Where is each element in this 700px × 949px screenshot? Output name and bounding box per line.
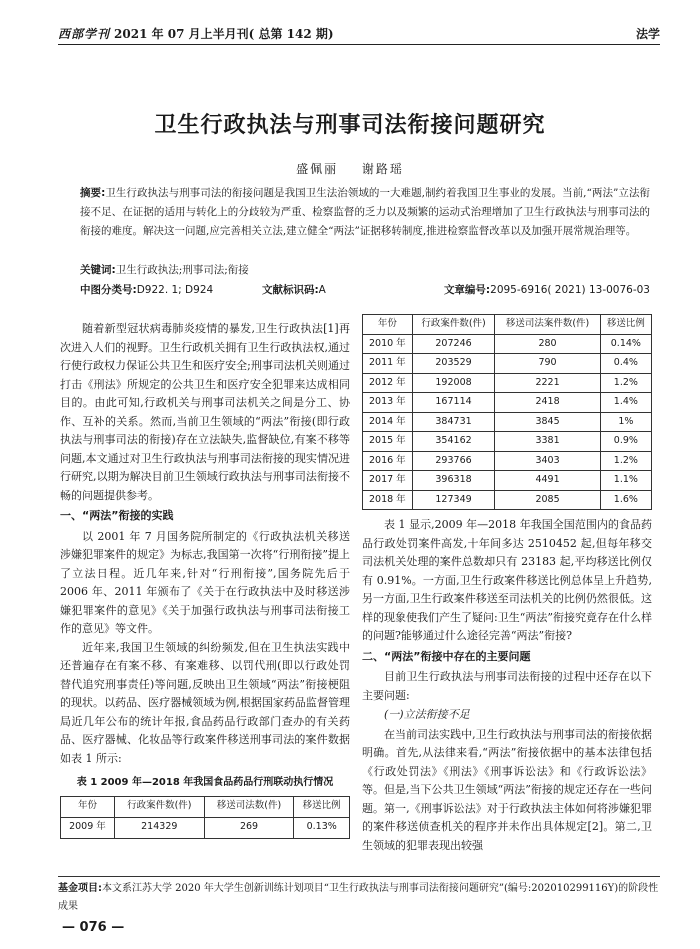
table-cell: 2418 xyxy=(495,393,600,413)
subsection-heading: (一)立法衔接不足 xyxy=(384,708,470,721)
table-cell: 790 xyxy=(495,354,600,374)
table-cell: 293766 xyxy=(412,451,495,471)
table-cell: 1.2% xyxy=(600,451,651,471)
table-row xyxy=(363,471,652,491)
table-row xyxy=(363,432,652,452)
table-cell: 2017 年 xyxy=(363,471,413,491)
header-left xyxy=(58,25,334,42)
funding-text: 本文系江苏大学 2020 年大学生创新训练计划项目“卫生行政执法与刑事司法衔接问题研究”(编号:202010299116Y)的阶段性成果 xyxy=(58,883,659,912)
table-cell: 2085 xyxy=(495,490,600,510)
paragraph: 近年来,我国卫生领域的纠纷频发,但在卫生执法实践中还普遍存在有案不移、有案难移、以罚代刑(即以行政处罚替代追究刑事责任)等问题,反映出卫生领域“两法”衔接梗阻的现状。以药品、医疗器械领域为例,根据国家药品监督管理局近几年公布的统计年报,食品药品行政部门查办的有关药品、医疗器械、化妆品等行政案件移送刑事司法的案件数据如表 1 所示: xyxy=(60,640,350,765)
abstract-label: 摘要: xyxy=(80,187,106,199)
journal-name: 西部学刊 xyxy=(58,27,111,41)
table-header: 行政案件数(件) xyxy=(412,315,495,335)
table-cell: 3845 xyxy=(495,412,600,432)
doc-code-value: A xyxy=(318,284,326,296)
table-header: 移送比例 xyxy=(600,315,651,335)
paragraph: 以 2001 年 7 月国务院所制定的《行政执法机关移送涉嫌犯罪案件的规定》为标志,我国第一次将“行刑衔接”提上了立法日程。近几年来,针对“行刑衔接”,国务院先后于 2006 年、2011 年颁布了《关于在行政执法中及时移送涉嫌犯罪案件的意见》《关于加强行政执法与刑事司法衔接工作的意见》等文件。 xyxy=(60,529,350,635)
table-cell: 3381 xyxy=(495,432,600,452)
table-cell: 396318 xyxy=(412,471,495,491)
table-header: 行政案件数(件) xyxy=(114,796,204,817)
table-header-row xyxy=(363,315,652,335)
doc-code-label: 文献标识码: xyxy=(261,284,319,296)
table-header: 年份 xyxy=(363,315,413,335)
table-cell: 214329 xyxy=(114,817,204,838)
authors: 盛佩丽 谢路瑶 xyxy=(296,162,404,176)
clc-value: D922. 1; D924 xyxy=(136,284,214,296)
table-cell: 354162 xyxy=(412,432,495,452)
table-cell: 4491 xyxy=(495,471,600,491)
keywords-text: 卫生行政执法;刑事司法;衔接 xyxy=(115,264,249,276)
issue-info: 2021 年 07 月上半月刊( 总第 142 期) xyxy=(114,27,334,41)
right-column xyxy=(362,314,652,855)
paragraph: 目前卫生行政执法与刑事司法衔接的过程中还存在以下主要问题: xyxy=(362,670,652,702)
section-heading-1: 一、“两法”衔接的实践 xyxy=(60,509,174,522)
left-column xyxy=(60,320,350,839)
paragraph: 在当前司法实践中,卫生行政执法与刑事司法的衔接依据明确。首先,从法律来看,“两法”衔接依据中的基本法律包括《行政处罚法》《刑法》《刑事诉讼法》和《行政诉讼法》等。但是,当下公共卫生领域“两法”衔接的规定还存在一些问题。第一,《刑事诉讼法》对于行政执法主体如何将涉嫌犯罪的案件移送侦查机关的程序并未作出具体规定[2]。第二,卫生领域的犯罪表现出较强 xyxy=(362,727,652,852)
table-row xyxy=(363,412,652,432)
table-cell: 3403 xyxy=(495,451,600,471)
table-cell: 1.4% xyxy=(600,393,651,413)
article-title: 卫生行政执法与刑事司法衔接问题研究 xyxy=(154,112,546,138)
table-cell: 1.6% xyxy=(600,490,651,510)
running-header xyxy=(58,20,660,45)
table-cell: 127349 xyxy=(412,490,495,510)
table-cell: 0.9% xyxy=(600,432,651,452)
table-cell: 2015 年 xyxy=(363,432,413,452)
table-header: 移送比例 xyxy=(294,796,350,817)
article-no-label: 文章编号: xyxy=(443,284,491,296)
table-cell: 0.13% xyxy=(294,817,350,838)
table-1-part-1 xyxy=(60,796,350,839)
table-row xyxy=(363,334,652,354)
keywords xyxy=(80,262,650,278)
table-row xyxy=(363,373,652,393)
table-cell: 0.14% xyxy=(600,334,651,354)
table-cell: 0.4% xyxy=(600,354,651,374)
table-row xyxy=(363,451,652,471)
table-cell: 2010 年 xyxy=(363,334,413,354)
table-cell: 384731 xyxy=(412,412,495,432)
section-heading-2: 二、“两法”衔接中存在的主要问题 xyxy=(362,649,531,663)
table-cell: 192008 xyxy=(412,373,495,393)
abstract-text: 卫生行政执法与刑事司法的衔接问题是我国卫生法治领域的一大难题,制约着我国卫生事业的发展。当前,“两法”立法衔接不足、在证据的适用与转化上的分歧较为严重、检察监督的乏力以及频繁的运动式治理增加了卫生行政执法与刑事司法的衔接的难度。解决这一问题,应完善相关立法,建立健全“两法”证据移转制度,推进检察监督改革以及加强开展常规治理等。 xyxy=(80,187,650,237)
section-name: 法学 xyxy=(635,27,660,41)
table-1-part-2 xyxy=(362,314,652,510)
table-cell: 2221 xyxy=(495,373,600,393)
table-header: 移送司法数(件) xyxy=(204,796,294,817)
table-row xyxy=(363,490,652,510)
table-cell: 1.1% xyxy=(600,471,651,491)
funding-label: 基金项目: xyxy=(58,883,102,894)
clc-label: 中图分类号: xyxy=(80,284,137,296)
table-row xyxy=(363,354,652,374)
keywords-label: 关键词: xyxy=(80,264,116,276)
table-cell: 2013 年 xyxy=(363,393,413,413)
abstract xyxy=(80,184,650,241)
funding-footnote xyxy=(58,880,660,916)
table-cell: 2011 年 xyxy=(363,354,413,374)
table-cell: 2016 年 xyxy=(363,451,413,471)
paragraph: 表 1 显示,2009 年—2018 年我国全国范围内的食品药品行政处罚案件高发,十年间多达 2510452 起,但每年移交司法机关处理的案件总数却只有 23183 起,平均移送比例仅有 0.91%。一方面,卫生行政案件移送比例总体呈上升趋势,另一方面,卫生行政案件移送至司法机关的比例仍然很低。这样的现象使我们产生了疑问:卫生“两法”衔接究竟存在什么样的问题?能够通过什么途径完善“两法”衔接? xyxy=(362,518,652,642)
classification-line xyxy=(80,282,650,297)
table-cell: 2009 年 xyxy=(61,817,115,838)
table-caption: 表 1 2009 年—2018 年我国食品药品行刑联动执行情况 xyxy=(76,777,334,788)
footnote-divider xyxy=(58,876,660,877)
table-cell: 1% xyxy=(600,412,651,432)
table-cell: 2012 年 xyxy=(363,373,413,393)
table-cell: 269 xyxy=(204,817,294,838)
table-header: 年份 xyxy=(61,796,115,817)
table-cell: 2018 年 xyxy=(363,490,413,510)
table-cell: 2014 年 xyxy=(363,412,413,432)
page-number: — 076 — xyxy=(62,920,125,935)
table-cell: 167114 xyxy=(412,393,495,413)
intro-paragraph: 随着新型冠状病毒肺炎疫情的暴发,卫生行政执法[1]再次进入人们的视野。卫生行政机关拥有卫生行政执法权,通过行使行政权力保证公共卫生和医疗安全;刑事司法机关则通过打击《刑法》所规定的公共卫生和医疗安全犯罪来达成相同目的。由此可知,行政机关与刑事司法机关之间是分工、协作、互补的关系。然而,当前卫生领域的“两法”衔接(即行政执法与刑事司法的衔接)存在立法缺失,监督缺位,有案不移等问题,本文通过对卫生行政执法与刑事司法衔接的现实情况进行研究,以期为解决目前卫生领域行政执法与刑事司法衔接不畅的问题提供参考。 xyxy=(60,322,350,502)
table-cell: 280 xyxy=(495,334,600,354)
table-header-row xyxy=(61,796,350,817)
table-cell: 203529 xyxy=(412,354,495,374)
table-header: 移送司法案件数(件) xyxy=(495,315,600,335)
table-row xyxy=(61,817,350,838)
table-row xyxy=(363,393,652,413)
table-cell: 1.2% xyxy=(600,373,651,393)
table-cell: 207246 xyxy=(412,334,495,354)
article-no-value: 2095-6916( 2021) 13-0076-03 xyxy=(490,284,650,296)
